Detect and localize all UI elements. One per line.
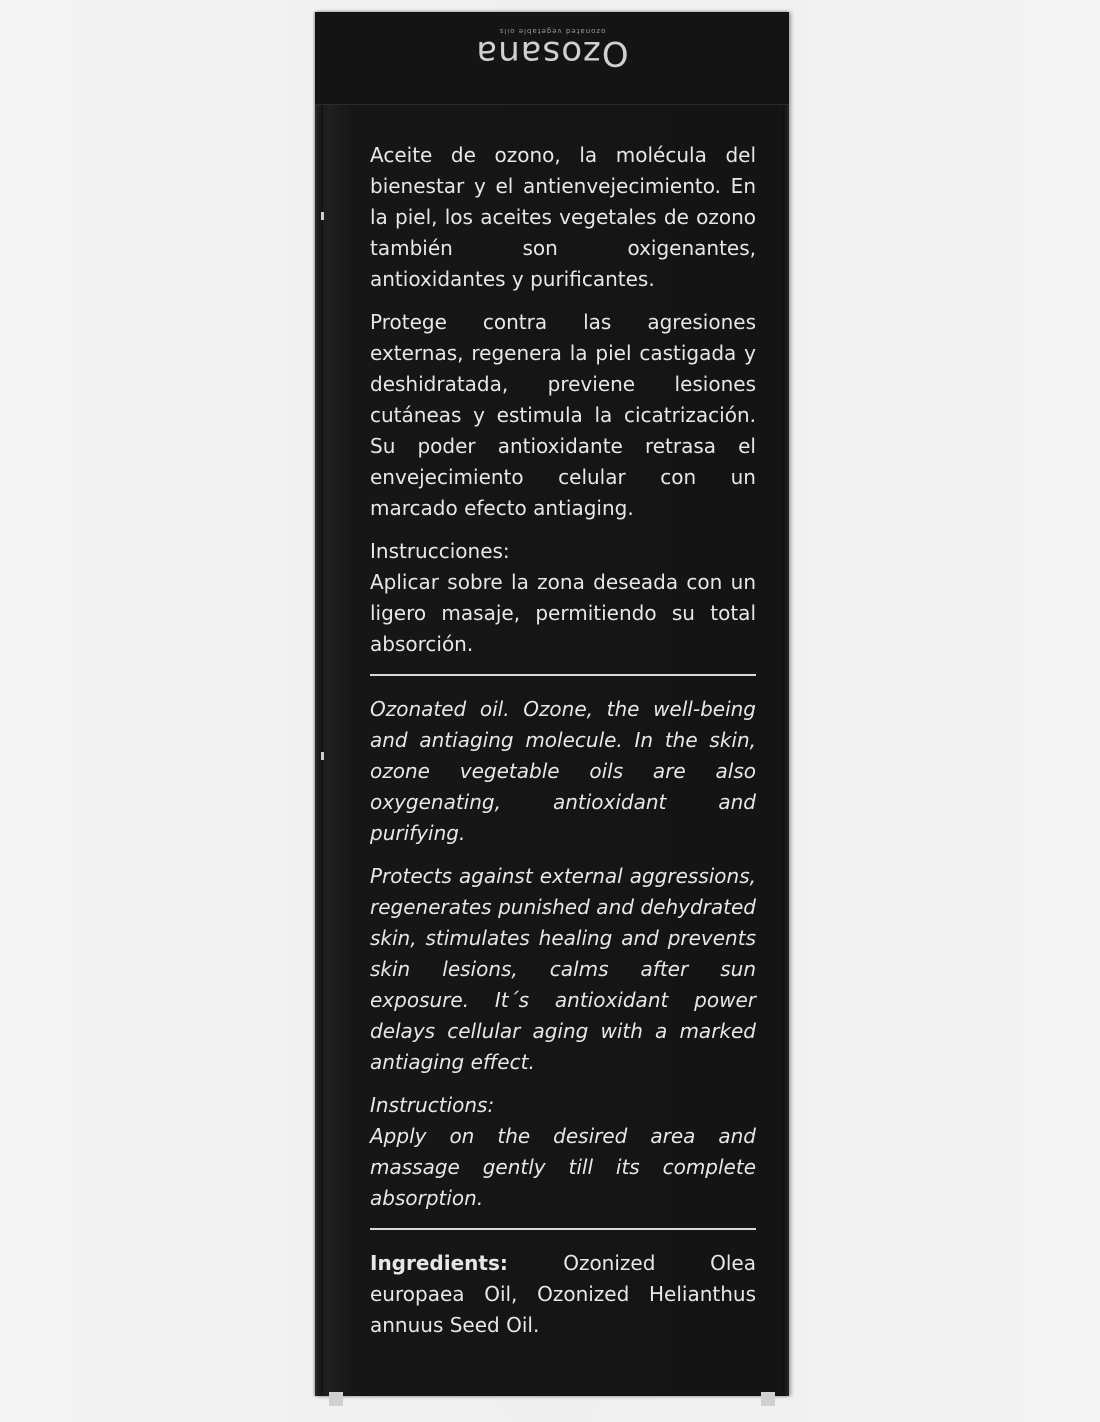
- section-divider: [370, 674, 756, 676]
- section-divider: [370, 1228, 756, 1230]
- brand-logo: [315, 26, 789, 71]
- box-right-edge: [783, 12, 789, 1396]
- box-side-mark: [321, 212, 324, 220]
- brand-name: Ozosana: [475, 33, 629, 73]
- english-paragraph-1: Ozonated oil. Ozone, the well-being and antiaging molecule. In the skin, ozone vegetable oils are also oxygenating, antioxidant and purifying.: [370, 697, 756, 845]
- spanish-instructions-heading: Instrucciones:: [370, 539, 510, 563]
- english-instructions: [370, 1090, 756, 1214]
- spanish-paragraph-1: Aceite de ozono, la molécula del bienestar y el antienvejecimiento. En la piel, los aceites vegetales de ozono también son oxigenantes, antioxidantes y purificantes.: [370, 143, 756, 291]
- ingredients: [370, 1248, 756, 1341]
- box-side-mark: [321, 752, 324, 760]
- box-top-flap: [315, 12, 789, 105]
- spanish-paragraph-2: Protege contra las agresiones externas, regenera la piel castigada y deshidratada, previene lesiones cutáneas y estimula la cicatrización. Su poder antioxidante retrasa el envejecimiento celular con un marcado efecto antiaging.: [370, 310, 756, 520]
- ingredients-label: Ingredients:: [370, 1251, 564, 1275]
- ingredients-text: Ozonized Olea europaea Oil, Ozonized Helianthus annuus Seed Oil.: [370, 1251, 756, 1337]
- spanish-instructions-text: Aplicar sobre la zona deseada con un ligero masaje, permitiendo su total absorción.: [370, 570, 756, 656]
- box-bottom-tab: [329, 1392, 343, 1406]
- box-bottom-tab: [761, 1392, 775, 1406]
- english-paragraph-2: Protects against external aggressions, regenerates punished and dehydrated skin, stimulates healing and prevents skin lesions, calms after sun exposure. It´s antioxidant power delays cellular aging with a marked antiaging effect.: [370, 864, 756, 1074]
- spanish-instructions: [370, 536, 756, 660]
- english-instructions-text: Apply on the desired area and massage gently till its complete absorption.: [370, 1124, 756, 1210]
- brand-tagline: ozonated vegetable oils: [498, 27, 606, 35]
- english-instructions-heading: Instructions:: [370, 1093, 495, 1117]
- box-text: [370, 140, 756, 1353]
